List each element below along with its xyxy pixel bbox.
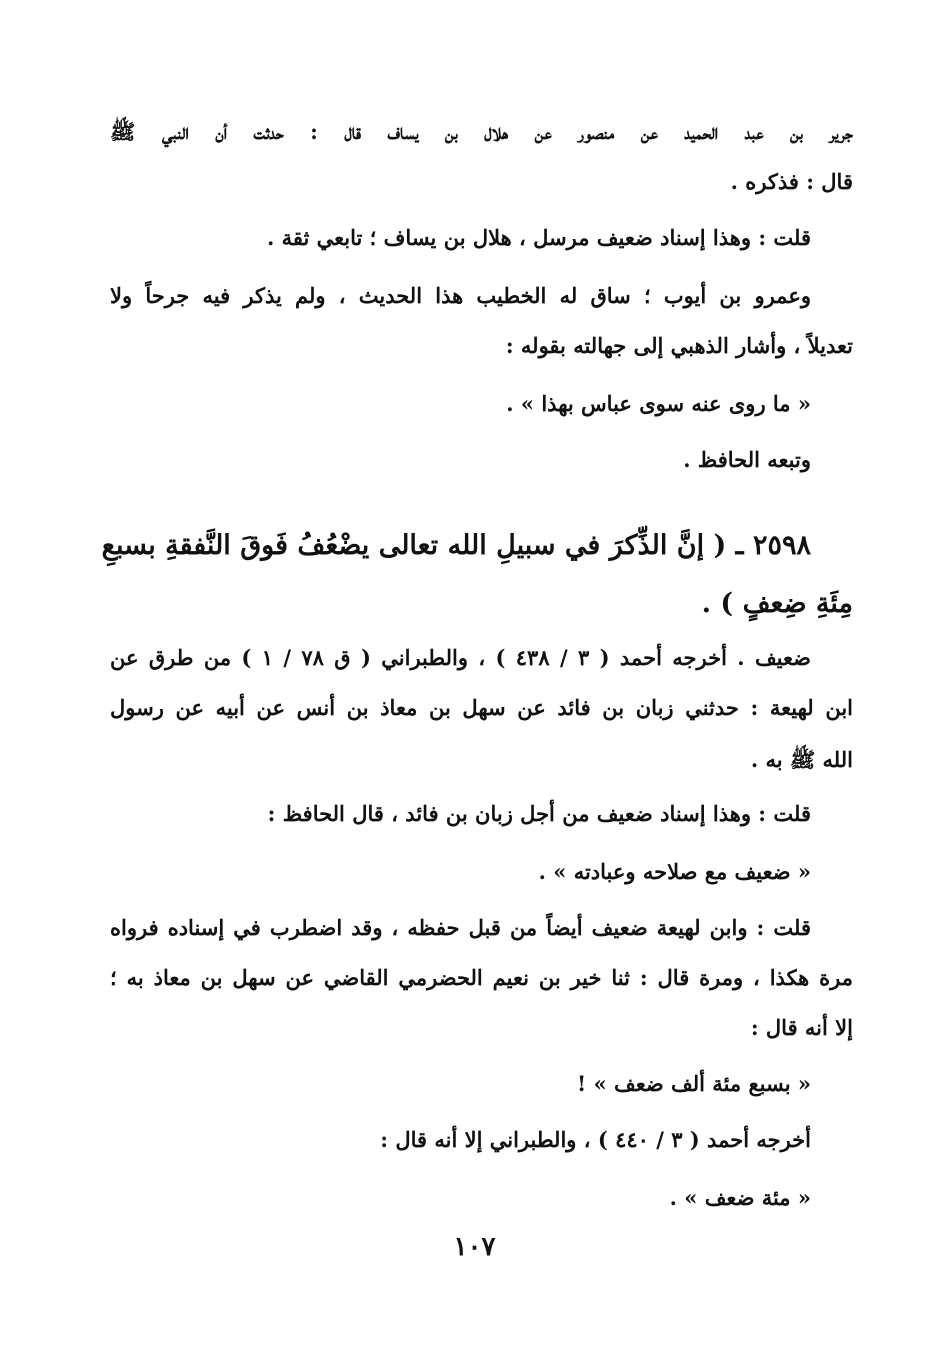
text-line: تعديلاً ، وأشار الذهبي إلى جهالته بقوله : <box>505 333 853 358</box>
text-line: قلت : وهذا إسناد ضعيف مرسل ، هلال بن يساف ؛ تابعي ثقة . <box>266 225 811 250</box>
text-line: وعمرو بن أيوب ؛ ساق له الخطيب هذا الحديث ، ولم يذكر فيه جرحاً ولا <box>110 283 811 308</box>
text-line: إلا أنه قال : <box>750 1015 853 1040</box>
text-line: قال : فذكره . <box>730 169 853 194</box>
text-line: وتبعه الحافظ . <box>683 447 811 472</box>
text-line: قلت : وهذا إسناد ضعيف من أجل زبان بن فائد ، قال الحافظ : <box>267 801 811 826</box>
hadith-heading: ٢٥٩٨ ـ ( إنَّ الذِّكرَ في سبيلِ الله تعالى يضْعُفُ فَوقَ النَّفقةِ بسبعِ <box>101 530 811 561</box>
text-line: قلت : وابن لهيعة ضعيف أيضاً من قبل حفظه ، وقد اضطرب في إسناده فرواه <box>110 915 811 940</box>
hadith-heading: مِئَةِ ضِعفٍ ) . <box>701 588 853 619</box>
text-line: مرة هكذا ، ومرة قال : ثنا خير بن نعيم الحضرمي القاضي عن سهل بن معاذ به ؛ <box>110 965 853 990</box>
text-line: ضعيف . أخرجه أحمد ( ٣ / ٤٣٨ ) ، والطبراني ( ق ٧٨ / ١ ) من طرق عن <box>110 645 811 670</box>
quote-line: « ما روى عنه سوى عباس بهذا » . <box>506 391 811 416</box>
quote-line: « بسبع مئة ألف ضعف » ! <box>577 1071 811 1096</box>
text-line: أخرجه أحمد ( ٣ / ٤٤٠ ) ، والطبراني إلا أنه قال : <box>380 1127 811 1152</box>
quote-line: « مئة ضعف » . <box>669 1185 811 1210</box>
page-number: ١٠٧ <box>453 1232 496 1262</box>
text-line: الله ﷺ به . <box>750 747 853 772</box>
quote-line: « ضعيف مع صلاحه وعبادته » . <box>538 859 811 884</box>
text-line: جرير بن عبد الحميد عن منصور عن هلال بن يساف قال : حدثت أن النبي ﷺ <box>110 119 853 144</box>
text-line: ابن لهيعة : حدثني زبان بن فائد عن سهل بن معاذ بن أنس عن أبيه عن رسول <box>110 695 853 720</box>
